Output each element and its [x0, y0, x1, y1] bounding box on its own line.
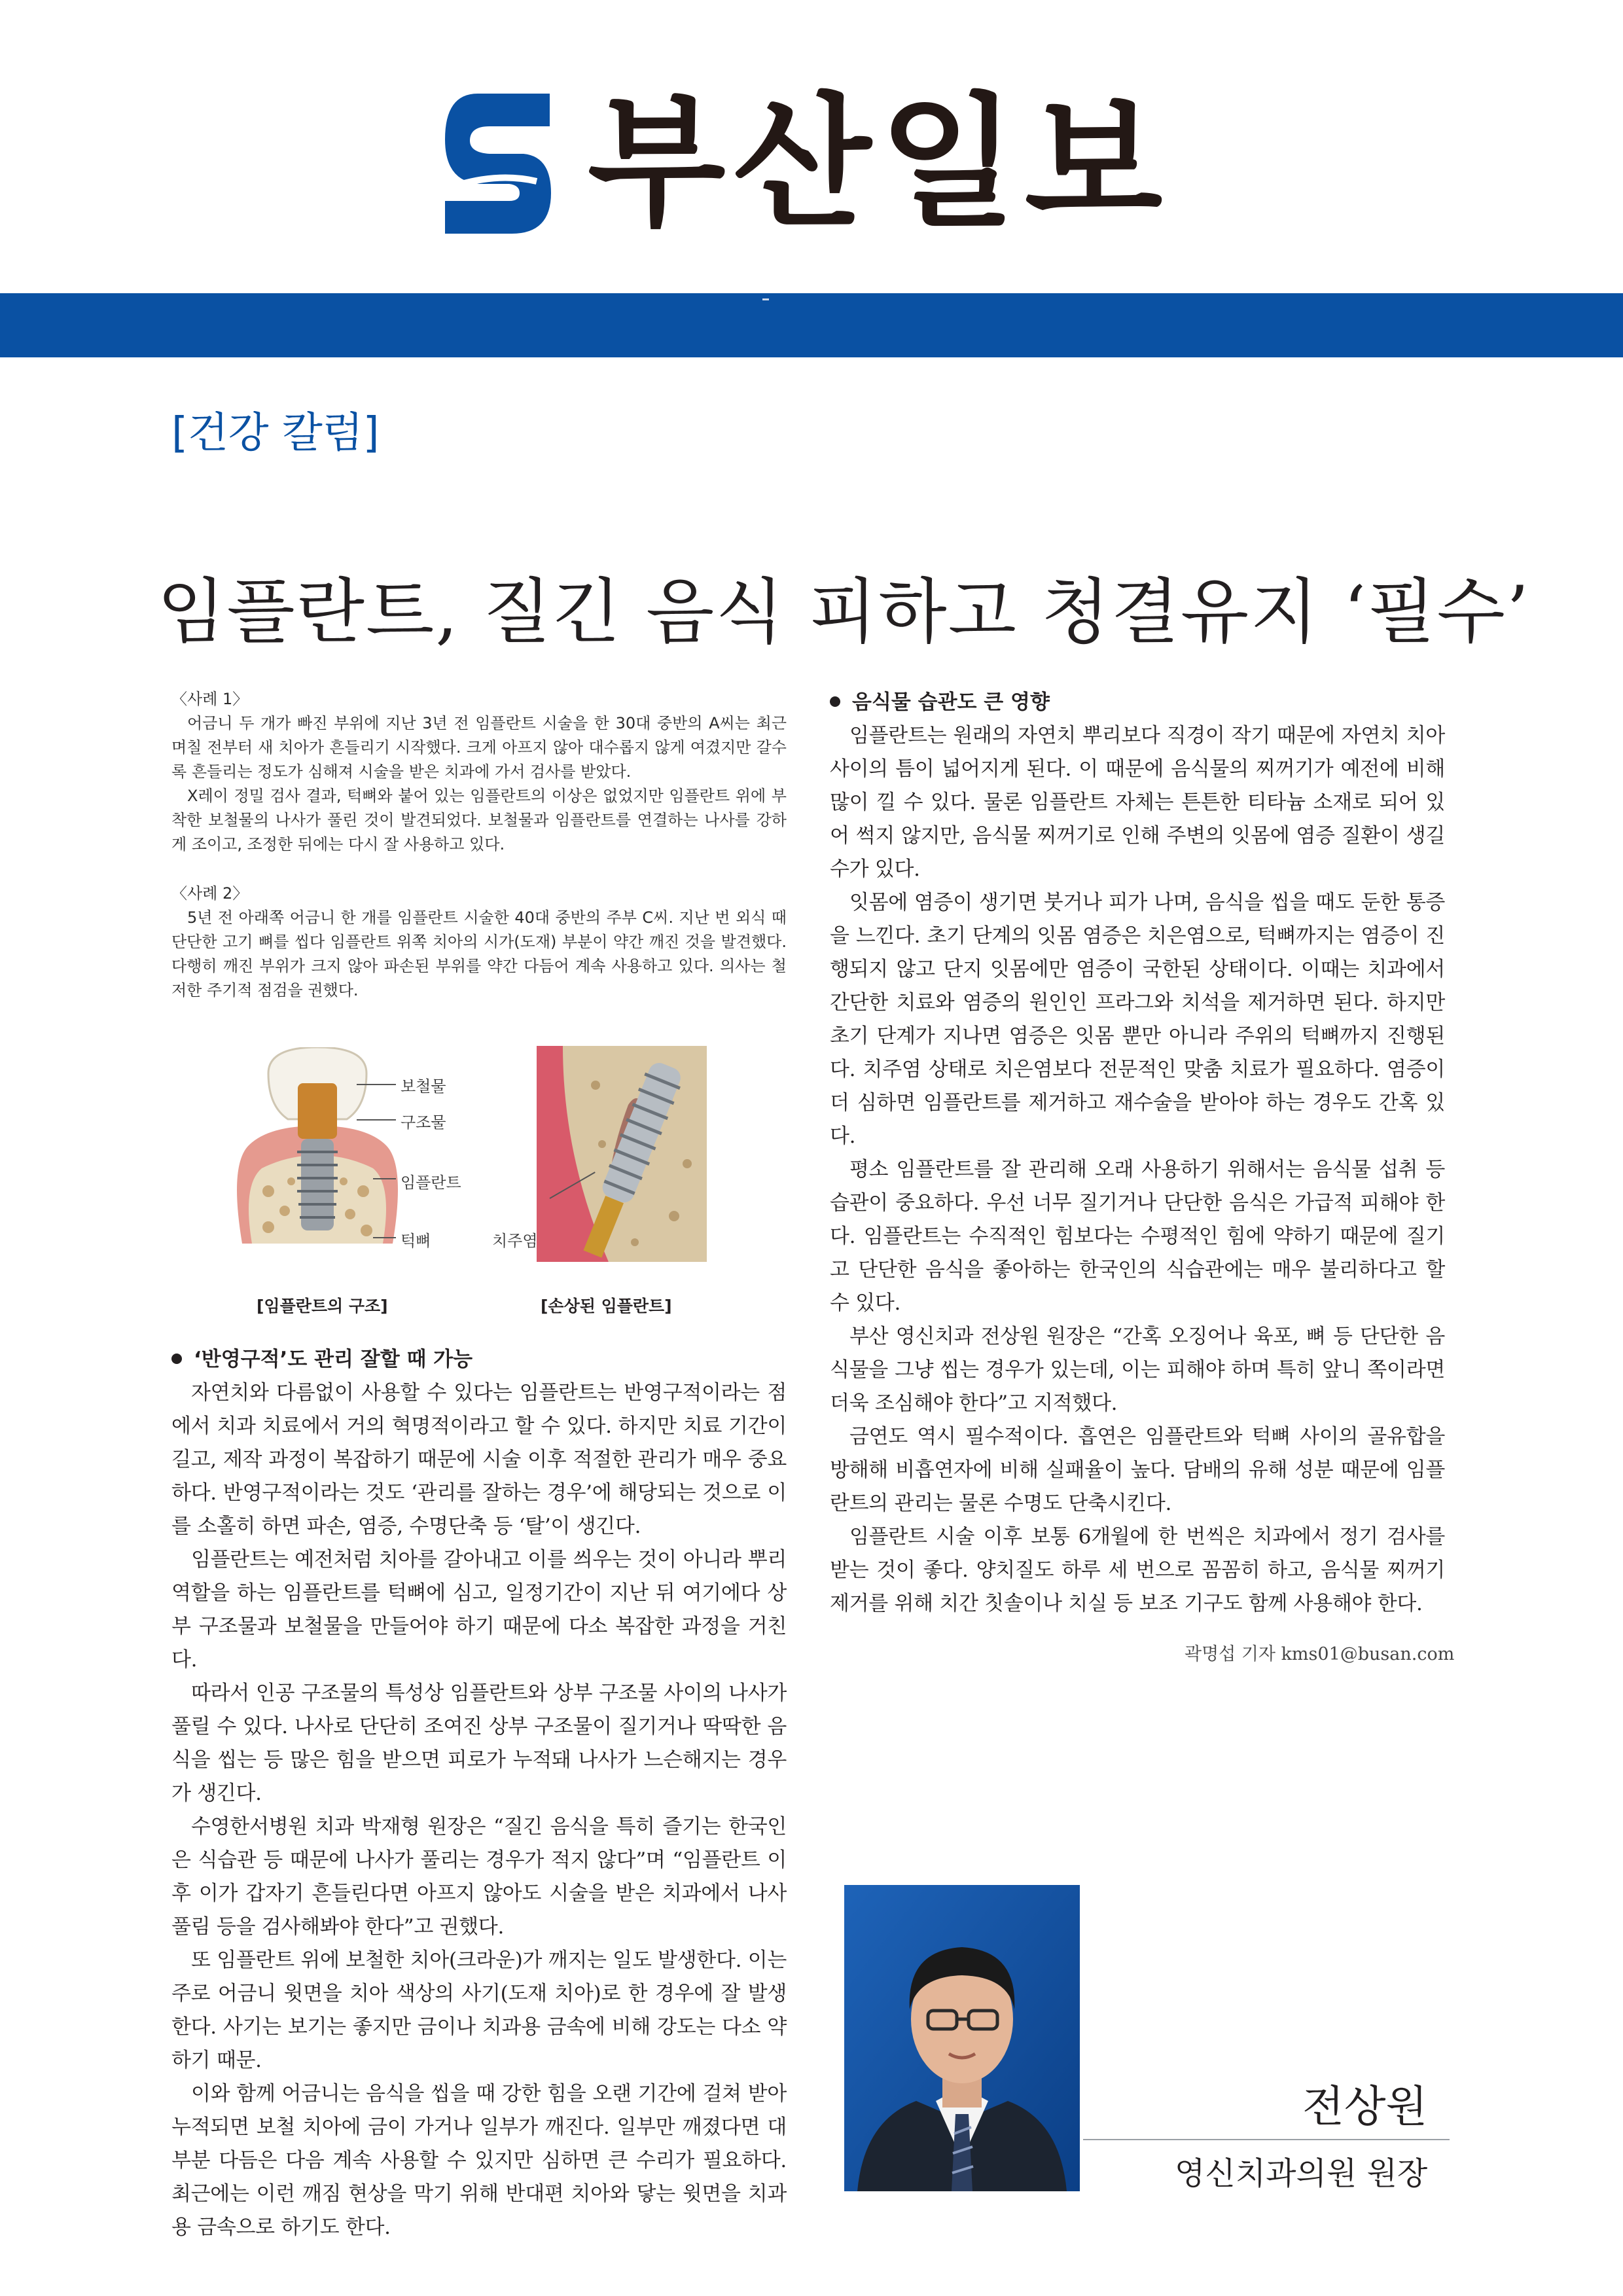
- section-1: [171, 1343, 787, 2244]
- section-2-paragraph: 부산 영신치과 전상원 원장은 “간혹 오징어나 육포, 뼈 등 단단한 음식물을 그냥 씹는 경우가 있는데, 이는 피해야 하며 특히 앞니 쪽이라면 더욱 조심해야 한다”고 지적했다.: [830, 1325, 1445, 1415]
- section-1-paragraph: 자연치와 다름없이 사용할 수 있다는 임플란트는 반영구적이라는 점에서 치과 치료에서 거의 혁명적이라고 할 수 있다. 하지만 치료 기간이 길고, 제작 과정이 복잡하기 때문에 시술 이후 적절한 관리가 매우 중요하다. 반영구적이라는 것도 ‘관리를 잘하는 경우’에 해당되는 것으로 이를 소홀히 하면 파손, 염증, 수명단축 등 ‘탈’이 생긴다.: [171, 1381, 787, 1538]
- label-jawbone: 턱뼈: [401, 1232, 431, 1250]
- label-periodontitis: 치주염: [492, 1232, 538, 1250]
- section-2-paragraph: 잇몸에 염증이 생기면 붓거나 피가 나며, 음식을 씹을 때도 둔한 통증을 느낀다. 초기 단계의 잇몸 염증은 치은염으로, 턱뼈까지는 염증이 진행되지 않고 단지 잇몸에만 염증이 국한된 상태이다. 이때는 치과에서 간단한 치료와 염증의 원인인 프라그와 치석을 제거하면 된다. 하지만 초기 단계가 지나면 염증은 잇몸 뿐만 아니라 주위의 턱뼈까지 진행된다. 치주염 상태로 치은염보다 전문적인 맞춤 치료가 필요하다. 염증이 더 심하면 임플란트를 제거하고 재수술을 받아야 하는 경우도 간혹 있다.: [830, 891, 1445, 1148]
- case-paragraph: X레이 정밀 검사 결과, 턱뼈와 붙어 있는 임플란트의 이상은 없었지만 임플란트 위에 부착한 보철물의 나사가 풀린 것이 발견되었다. 보철물과 임플란트를 연결하는 나사를 강하게 조이고, 조정한 뒤에는 다시 잘 사용하고 있다.: [171, 787, 787, 853]
- band-mark: [762, 298, 769, 300]
- section-2-paragraph: 평소 임플란트를 잘 관리해 오래 사용하기 위해서는 음식물 섭취 등 습관이 중요하다. 우선 너무 질기거나 단단한 음식은 가급적 피해야 한다. 임플란트는 수직적인 힘보다는 수평적인 힘에 약하기 때문에 질기고 단단한 음식을 좋아하는 한국인의 식습관에는 매우 불리하다고 할 수 있다.: [830, 1158, 1445, 1315]
- figure-caption-structure: [임플란트의 구조]: [257, 1297, 388, 1316]
- author-name: 전상원: [1302, 2081, 1428, 2132]
- cases-block: [171, 687, 787, 1003]
- masthead-title: 부산일보: [588, 81, 1171, 246]
- author-title: 영신치과의원 원장: [1175, 2155, 1428, 2192]
- section-2: [830, 686, 1445, 1621]
- section-1-paragraph: 이와 함께 어금니는 음식을 씹을 때 강한 힘을 오랜 기간에 걸쳐 받아 누적되면 보철 치아에 금이 가거나 일부가 깨진다. 일부만 깨졌다면 대부분 다듬은 다음 계속 사용할 수 있지만 심하면 큰 수리가 필요하다. 최근에는 이런 깨짐 현상을 막기 위해 반대편 치아와 닿는 윗면을 치과용 금속으로 하기도 한다.: [171, 2082, 787, 2239]
- section-1-paragraph: 수영한서병원 치과 박재형 원장은 “질긴 음식을 특히 즐기는 한국인은 식습관 등 때문에 나사가 풀리는 경우가 적지 않다”며 “임플란트 이후 이가 갑자기 흔들린다면 아프지 않아도 시술을 받은 치과에서 나사 풀림 등을 검사해봐야 한다”고 권했다.: [171, 1815, 787, 1939]
- label-abutment: 구조물: [401, 1113, 446, 1132]
- implant-structure-illustration: [229, 1047, 406, 1244]
- section-2-paragraph: 임플란트 시술 이후 보통 6개월에 한 번씩은 치과에서 정기 검사를 받는 것이 좋다. 양치질도 하루 세 번으로 꼼꼼히 하고, 음식물 찌꺼기 제거를 위해 치간 칫솔이나 치실 등 보조 기구도 함께 사용해야 한다.: [830, 1525, 1445, 1615]
- author-photo: [844, 1885, 1080, 2191]
- damaged-implant-illustration: [537, 1046, 707, 1262]
- headline: 임플란트, 질긴 음식 피하고 청결유지 ‘필수’: [157, 571, 1531, 654]
- section-1-paragraph: 따라서 인공 구조물의 특성상 임플란트와 상부 구조물 사이의 나사가 풀릴 수 있다. 나사로 단단히 조여진 상부 구조물이 질기거나 딱딱한 음식을 씹는 등 많은 힘을 받으면 피로가 누적돼 나사가 느슨해지는 경우가 생긴다.: [171, 1681, 787, 1805]
- section-2-heading: 음식물 습관도 큰 영향: [830, 686, 1445, 719]
- case-paragraph: 5년 전 아래쪽 어금니 한 개를 임플란트 시술한 40대 중반의 주부 C씨. 지난 번 외식 때 단단한 고기 뼈를 씹다 임플란트 위쪽 치아의 시가(도재) 부분이 약간 깨진 것을 발견했다. 다행히 깨진 부위가 크지 않아 파손된 부위를 약간 다듬어 계속 사용하고 있다. 의사는 철저한 주기적 점검을 권했다.: [171, 908, 787, 999]
- figure-caption-damaged: [손상된 임플란트]: [541, 1297, 672, 1316]
- label-implant: 임플란트: [401, 1174, 461, 1192]
- column-tag: [건강 칼럼]: [171, 409, 380, 457]
- section-2-paragraph: 임플란트는 원래의 자연치 뿌리보다 직경이 작기 때문에 자연치 치아 사이의 틈이 넓어지게 된다. 이 때문에 음식물의 찌꺼기가 예전에 비해 많이 낄 수 있다. 물론 임플란트 자체는 튼튼한 티타늄 소재로 되어 있어 썩지 않지만, 음식물 찌꺼기로 인해 주변의 잇몸에 염증 질환이 생길 수가 있다.: [830, 724, 1445, 881]
- case-label: 〈사례 1〉: [171, 690, 249, 708]
- section-1-heading: ‘반영구적’도 관리 잘할 때 가능: [171, 1343, 787, 1376]
- byline: 곽명섭 기자 kms01@busan.com: [1185, 1644, 1455, 1664]
- section-1-paragraph: 임플란트는 예전처럼 치아를 갈아내고 이를 씌우는 것이 아니라 뿌리 역할을 하는 임플란트를 턱뼈에 심고, 일정기간이 지난 뒤 여기에다 상부 구조물과 보철물을 만들어야 하기 때문에 다소 복잡한 과정을 거친다.: [171, 1548, 787, 1672]
- case-paragraph: 어금니 두 개가 빠진 부위에 지난 3년 전 임플란트 시술을 한 30대 중반의 A씨는 최근 며칠 전부터 새 치아가 흔들리기 시작했다. 크게 아프지 않아 대수롭지 않게 여겼지만 갈수록 흔들리는 정도가 심해져 시술을 받은 치과에 가서 검사를 받았다.: [171, 714, 787, 781]
- bullet-icon: [830, 696, 840, 707]
- masthead-band: [0, 293, 1623, 357]
- label-prosthesis: 보철물: [401, 1077, 446, 1096]
- case-label: 〈사례 2〉: [171, 884, 249, 903]
- masthead: [438, 81, 1171, 246]
- busan-ilbo-logo-icon: [438, 88, 556, 239]
- section-1-paragraph: 또 임플란트 위에 보철한 치아(크라운)가 깨지는 일도 발생한다. 이는 주로 어금니 윗면을 치아 색상의 사기(도재 치아)로 한 경우에 잘 발생한다. 사기는 보기는 좋지만 금이나 치과용 금속에 비해 강도는 다소 약하기 때문.: [171, 1948, 787, 2072]
- section-2-paragraph: 금연도 역시 필수적이다. 흡연은 임플란트와 턱뼈 사이의 골유합을 방해해 비흡연자에 비해 실패율이 높다. 담배의 유해 성분 때문에 임플란트의 관리는 물론 수명도 단축시킨다.: [830, 1425, 1445, 1515]
- author-divider: [1083, 2139, 1450, 2140]
- bullet-icon: [171, 1354, 182, 1364]
